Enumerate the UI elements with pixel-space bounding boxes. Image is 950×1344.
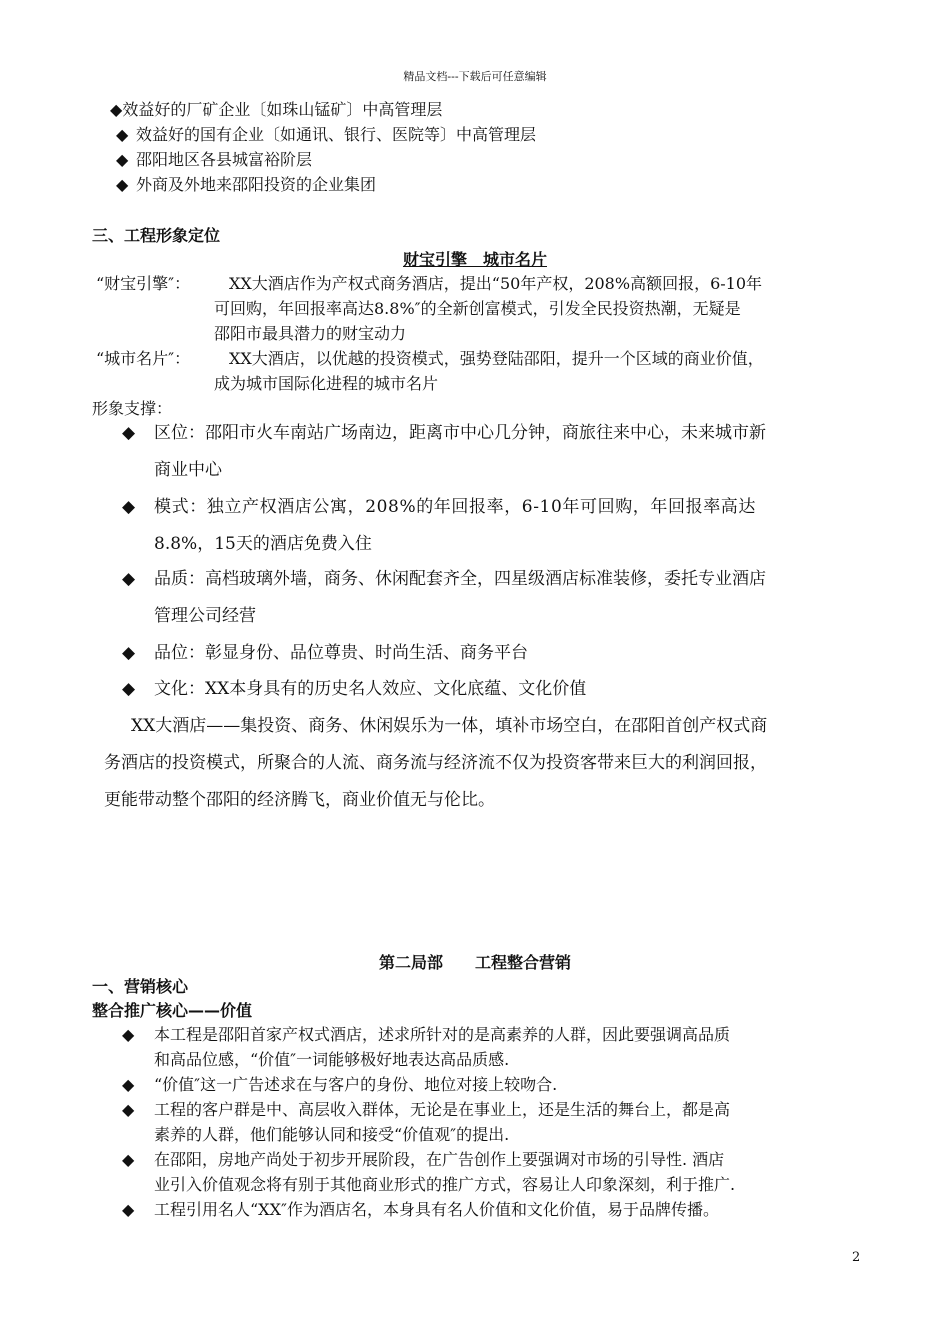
- section-heading: 三、工程形象定位: [92, 226, 221, 245]
- diamond-bullet-icon: ◆: [122, 1150, 135, 1169]
- list-item: ◆ 外商及外地来邵阳投资的企业集团: [116, 173, 376, 197]
- summary-line: XX大酒店——集投资、商务、休闲娱乐为一体，填补市场空白，在邵阳首创产权式商: [131, 716, 768, 736]
- subsection-heading: 整合推广核心——价值: [92, 1001, 253, 1020]
- diamond-bullet-icon: ◆: [122, 569, 136, 589]
- marketing-item: 和高品位感，“价值″一词能够极好地表达高品质感.: [154, 1050, 510, 1069]
- section-heading: 一、营销核心: [92, 977, 189, 996]
- part-title: 第二局部 工程整合营销: [378, 953, 571, 972]
- diamond-bullet-icon: ◆: [116, 175, 129, 194]
- marketing-item: 在邵阳，房地产尚处于初步开展阶段，在广告创作上要强调对市场的引导性. 酒店: [154, 1150, 725, 1169]
- section-subtitle: 财宝引擎 城市名片: [402, 250, 547, 269]
- list-item: ◆效益好的厂矿企业〔如珠山锰矿〕中高管理层: [110, 100, 443, 119]
- definition-line: XX大酒店作为产权式商务酒店，提出“50年产权，208%高额回报，6-10年: [229, 274, 763, 293]
- summary-line: 务酒店的投资模式，所聚合的人流、商务流与经济流不仅为投资客带来巨大的利润回报，: [104, 753, 767, 773]
- definition-line: 邵阳市最具潜力的财宝动力: [214, 324, 407, 343]
- list-item: ◆ 效益好的国有企业〔如通讯、银行、医院等〕中高管理层: [116, 123, 536, 147]
- support-item: 商业中心: [154, 460, 222, 480]
- marketing-item: 工程的客户群是中、高层收入群体，无论是在事业上，还是生活的舞台上，都是高: [154, 1100, 731, 1119]
- support-item: 品质：高档玻璃外墙，商务、休闲配套齐全，四星级酒店标准装修，委托专业酒店: [154, 569, 766, 589]
- marketing-item: 业引入价值观念将有别于其他商业形式的推广方式，容易让人印象深刻，利于推广.: [154, 1175, 736, 1194]
- definition-line: XX大酒店，以优越的投资模式，强势登陆邵阳，提升一个区域的商业价值，: [229, 349, 764, 368]
- diamond-bullet-icon: ◆: [122, 679, 136, 699]
- support-item: 8.8%，15天的酒店免费入住: [154, 534, 372, 554]
- diamond-bullet-icon: ◆: [122, 1200, 135, 1219]
- support-item: 文化：XX本身具有的历史名人效应、文化底蕴、文化价值: [154, 679, 587, 699]
- diamond-bullet-icon: ◆: [116, 150, 129, 169]
- support-item: 模式：独立产权酒店公寓，208%的年回报率，6-10年可回购，年回报率高达: [154, 497, 756, 517]
- diamond-bullet-icon: ◆: [122, 1025, 135, 1044]
- support-item: 区位：邵阳市火车南站广场南边，距离市中心几分钟，商旅往来中心，未来城市新: [154, 423, 766, 443]
- diamond-bullet-icon: ◆: [122, 1100, 135, 1119]
- marketing-item: 本工程是邵阳首家产权式酒店，述求所针对的是高素养的人群，因此要强调高品质: [154, 1025, 731, 1044]
- support-item: 管理公司经营: [154, 606, 256, 626]
- support-item: 品位：彰显身份、品位尊贵、时尚生活、商务平台: [154, 643, 528, 663]
- definition-line: 可回购，年回报率高达8.8%″的全新创富模式，引发全民投资热潮，无疑是: [214, 299, 741, 318]
- marketing-item: “价值″这一广告述求在与客户的身份、地位对接上较吻合.: [154, 1075, 558, 1094]
- diamond-bullet-icon: ◆: [122, 1075, 135, 1094]
- marketing-item: 工程引用名人“XX″作为酒店名，本身具有名人价值和文化价值，易于品牌传播。: [154, 1200, 719, 1219]
- page-header: 精品文档---下载后可任意编辑: [403, 70, 547, 83]
- diamond-bullet-icon: ◆: [122, 423, 136, 443]
- definition-label: “城市名片″：: [96, 349, 191, 368]
- support-label: 形象支撑：: [92, 399, 173, 418]
- definition-line: 成为城市国际化进程的城市名片: [214, 374, 439, 393]
- diamond-bullet-icon: ◆: [110, 100, 123, 119]
- diamond-bullet-icon: ◆: [122, 643, 136, 663]
- marketing-item: 素养的人群，他们能够认同和接受“价值观″的提出.: [154, 1125, 510, 1144]
- summary-line: 更能带动整个邵阳的经济腾飞，商业价值无与伦比。: [104, 790, 495, 810]
- list-item: ◆ 邵阳地区各县城富裕阶层: [116, 148, 312, 172]
- diamond-bullet-icon: ◆: [122, 497, 136, 517]
- diamond-bullet-icon: ◆: [116, 125, 129, 144]
- page-number: 2: [852, 1250, 861, 1265]
- definition-label: “财宝引擎″：: [96, 274, 191, 293]
